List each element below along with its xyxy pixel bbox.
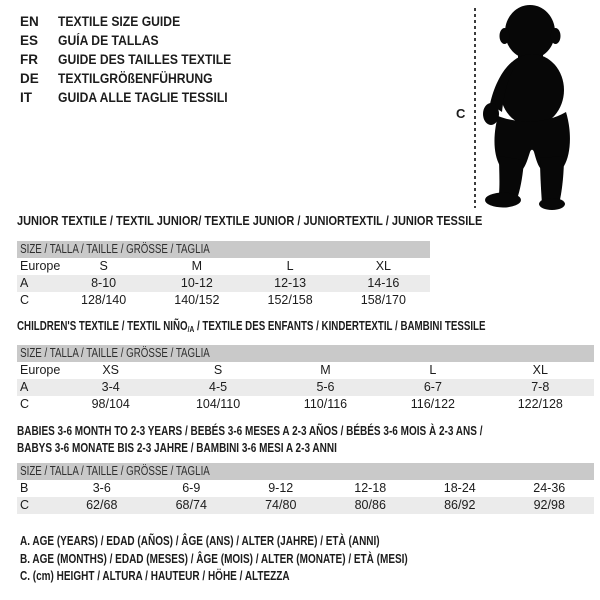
row-label: B — [20, 481, 29, 495]
size-header-label: SIZE / TALLA / TAILLE / GRÖSSE / TAGLIA — [20, 346, 210, 360]
children-title-post: / TEXTILE DES ENFANTS / KINDERTEXTIL / BAMBINI TESSILE — [194, 319, 486, 333]
table-cell: L — [286, 259, 294, 273]
children-title-sub: /A — [187, 324, 195, 334]
table-cell: 152/158 — [267, 293, 313, 307]
size-header-row — [17, 345, 594, 362]
table-row — [17, 362, 594, 379]
lang-code: ES — [20, 33, 39, 48]
table-cell: 104/110 — [195, 397, 241, 411]
table-cell: 12-18 — [354, 481, 387, 495]
baby-silhouette-icon — [478, 2, 574, 212]
footnotes — [20, 533, 505, 586]
table-cell: 12-13 — [244, 275, 337, 292]
lang-title: TEXTILGRÖßENFÜHRUNG — [58, 71, 213, 86]
table-cell: 140/152 — [174, 293, 220, 307]
row-label: A — [17, 275, 57, 292]
height-dashed-line — [474, 8, 476, 208]
table-cell: S — [213, 363, 223, 377]
table-row — [17, 480, 594, 497]
table-cell: 116/122 — [410, 397, 455, 411]
table-cell: 14-16 — [337, 275, 430, 292]
junior-size-table — [17, 241, 430, 309]
footnote-b: B. AGE (MONTHS) / EDAD (MESES) / ÂGE (MOIS) / ALTER (MONATE) / ETÀ (MESI) — [20, 551, 408, 566]
table-row — [17, 292, 430, 309]
table-cell: 18-24 — [443, 481, 476, 495]
lang-row-es — [20, 31, 251, 50]
table-cell: M — [191, 259, 203, 273]
lang-row-de — [20, 69, 251, 88]
lang-row-en — [20, 12, 251, 31]
table-cell: 24-36 — [533, 481, 566, 495]
size-header-cell — [17, 463, 594, 480]
children-size-table — [17, 345, 594, 413]
table-cell: L — [429, 363, 437, 377]
lang-code: IT — [20, 90, 32, 105]
table-row — [17, 497, 594, 514]
table-cell: 68/74 — [147, 497, 237, 514]
row-label: C — [20, 397, 30, 411]
table-cell: 62/68 — [57, 497, 147, 514]
table-row — [17, 396, 594, 413]
babies-title-line2: BABYS 3-6 MONATE BIS 2-3 JAHRE / BAMBINI 3-6 MESI A 2-3 ANNI — [17, 440, 337, 455]
footnote-a: A. AGE (YEARS) / EDAD (AÑOS) / ÂGE (ANS) / ALTER (JAHRE) / ETÀ (ANNI) — [20, 534, 380, 548]
table-cell: XL — [375, 259, 392, 273]
lang-title: GUÍA DE TALLAS — [58, 33, 159, 48]
row-label: C — [17, 497, 57, 514]
table-cell: 74/80 — [236, 497, 326, 514]
height-marker-label: C — [456, 106, 466, 121]
table-cell: 6-7 — [379, 379, 486, 396]
babies-title-line1: BABIES 3-6 MONTH TO 2-3 YEARS / BEBÉS 3-6 MESES A 2-3 AÑOS / BÉBÉS 3-6 MOIS À 2-3 ANS / — [17, 424, 483, 438]
row-label: Europe — [20, 259, 61, 273]
lang-title: GUIDE DES TAILLES TEXTILE — [58, 52, 232, 67]
row-label: A — [17, 379, 57, 396]
table-cell: 10-12 — [150, 275, 243, 292]
lang-row-it — [20, 88, 251, 107]
lang-row-fr — [20, 50, 251, 69]
table-cell: 110/116 — [303, 397, 348, 411]
table-cell: 158/170 — [360, 293, 406, 307]
children-section-title — [17, 318, 486, 338]
table-cell: 6-9 — [182, 481, 201, 495]
lang-code: FR — [20, 52, 38, 67]
table-cell: 122/128 — [517, 397, 563, 411]
row-label: Europe — [20, 363, 61, 377]
table-cell: 3-6 — [92, 481, 111, 495]
footnote-c: C. (cm) HEIGHT / ALTURA / HAUTEUR / HÖHE / ALTEZZA — [20, 569, 290, 583]
language-title-list — [20, 12, 251, 107]
table-cell: 7-8 — [487, 379, 594, 396]
table-cell: 86/92 — [415, 497, 505, 514]
table-cell: XL — [532, 363, 548, 377]
babies-section-title — [17, 423, 482, 456]
table-cell: 5-6 — [272, 379, 379, 396]
children-title-pre: CHILDREN'S TEXTILE / TEXTIL NIÑO — [17, 319, 188, 333]
junior-section-title: JUNIOR TEXTILE / TEXTIL JUNIOR/ TEXTILE JUNIOR / JUNIORTEXTIL / JUNIOR TESSILE — [17, 214, 483, 228]
size-header-row — [17, 463, 594, 480]
table-row — [17, 275, 430, 292]
babies-size-table — [17, 463, 594, 514]
lang-code: DE — [20, 71, 39, 86]
row-label: C — [20, 293, 30, 307]
table-row — [17, 379, 594, 396]
table-cell: 92/98 — [505, 497, 595, 514]
table-cell: 9-12 — [268, 481, 294, 495]
table-cell: M — [320, 363, 331, 377]
table-cell: XS — [102, 363, 120, 377]
lang-code: EN — [20, 14, 39, 29]
lang-title: TEXTILE SIZE GUIDE — [58, 14, 181, 29]
table-cell: 98/104 — [91, 397, 130, 411]
table-cell: 128/140 — [81, 293, 127, 307]
table-cell: 4-5 — [164, 379, 271, 396]
table-cell: S — [99, 259, 108, 273]
size-header-cell — [17, 345, 594, 362]
lang-title: GUIDA ALLE TAGLIE TESSILI — [58, 90, 228, 105]
size-header-row — [17, 241, 430, 258]
table-cell: 80/86 — [326, 497, 416, 514]
table-cell: 3-4 — [57, 379, 164, 396]
table-cell: 8-10 — [57, 275, 150, 292]
size-header-label: SIZE / TALLA / TAILLE / GRÖSSE / TAGLIA — [20, 464, 210, 478]
table-row — [17, 258, 430, 275]
size-header-label: SIZE / TALLA / TAILLE / GRÖSSE / TAGLIA — [20, 242, 210, 256]
size-header-cell — [17, 241, 430, 258]
